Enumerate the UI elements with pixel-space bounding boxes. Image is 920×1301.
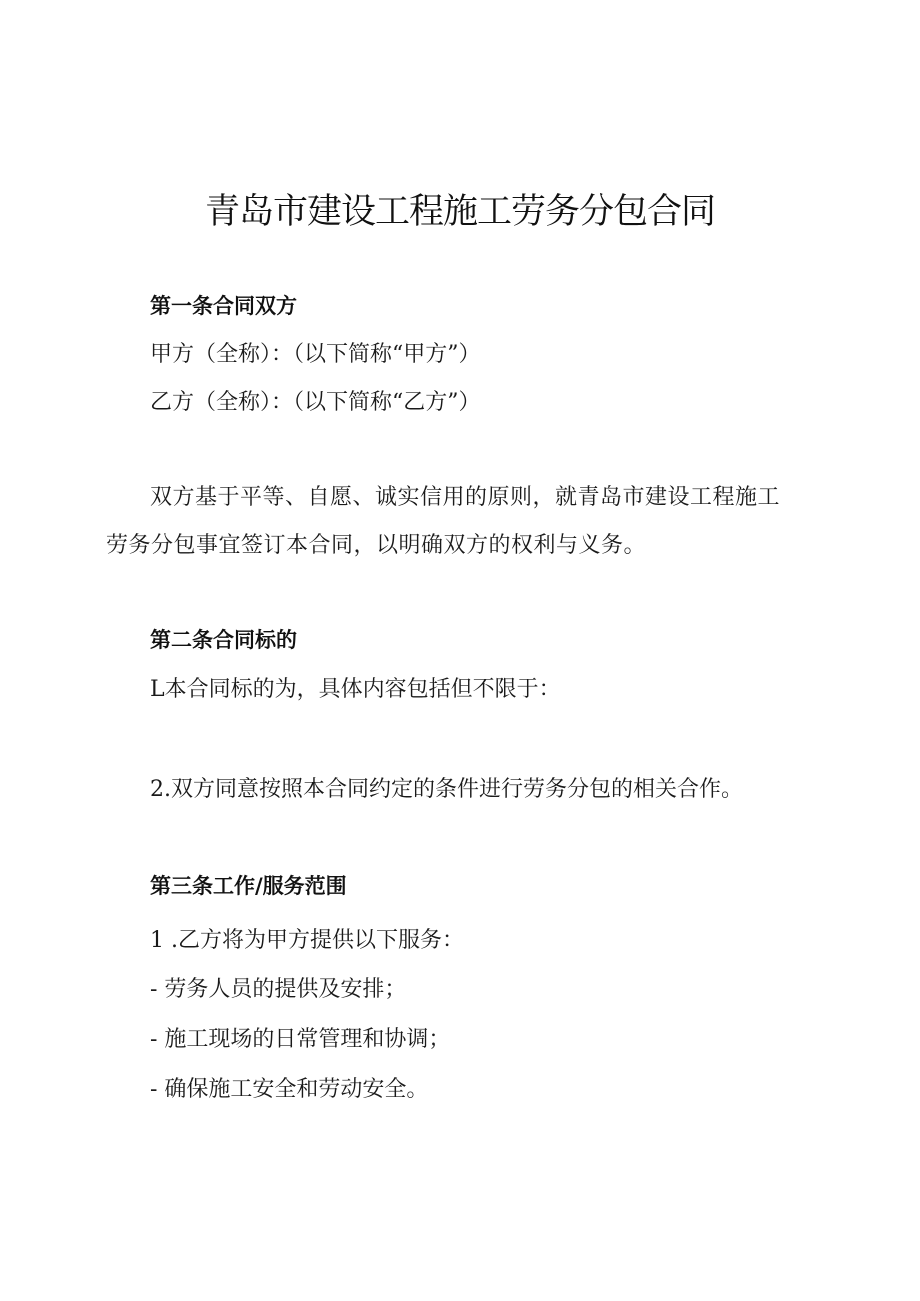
document-title: 青岛市建设工程施工劳务分包合同	[204, 192, 715, 232]
section-3-heading: 第三条工作/服务范围	[150, 874, 347, 898]
section-3-item-1: 1 .乙方将为甲方提供以下服务：	[150, 928, 464, 953]
service-bullet: - 施工现场的日常管理和协调；	[150, 1027, 451, 1052]
party-a-line: 甲方（全称）：（以下简称“甲方”）	[150, 342, 481, 367]
section-2-item-1: L本合同标的为，具体内容包括但不限于：	[150, 677, 561, 702]
service-bullet: - 劳务人员的提供及安排；	[150, 977, 407, 1002]
intro-paragraph-line-2: 劳务分包事宜签订本合同，以明确双方的权利与义务。	[106, 533, 647, 558]
section-2-item-2: 2.双方同意按照本合同约定的条件进行劳务分包的相关合作。	[150, 777, 743, 802]
intro-paragraph-line-1: 双方基于平等、自愿、诚实信用的原则，就青岛市建设工程施工	[150, 485, 781, 510]
section-1-heading: 第一条合同双方	[150, 294, 297, 318]
section-2-heading: 第二条合同标的	[150, 628, 297, 652]
party-b-line: 乙方（全称）：（以下简称“乙方”）	[150, 390, 481, 415]
service-bullet: - 确保施工安全和劳动安全。	[150, 1077, 429, 1102]
